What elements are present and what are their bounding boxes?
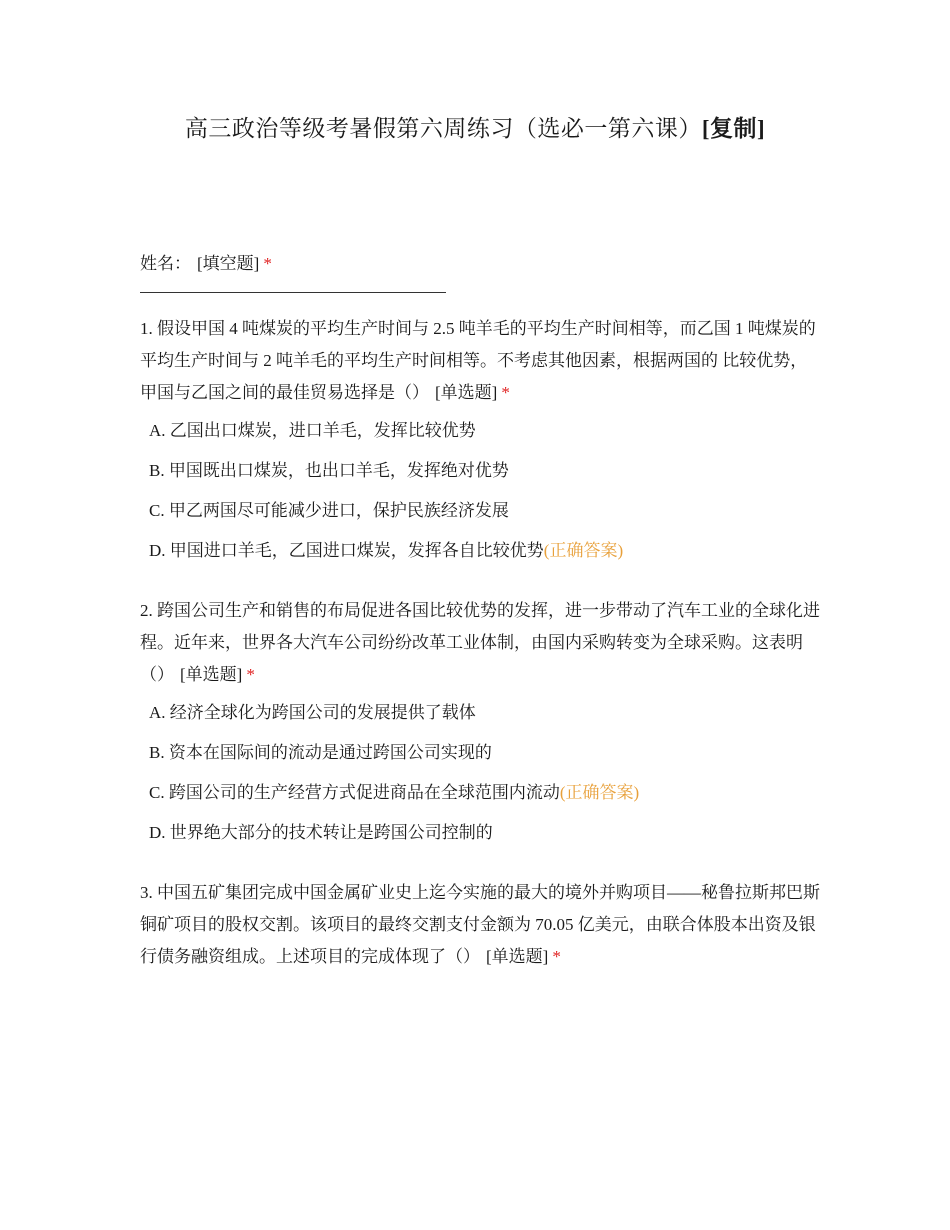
option-b[interactable] <box>140 733 820 773</box>
required-mark: * <box>552 947 561 966</box>
option-c[interactable] <box>140 773 820 813</box>
option-label: C. 甲乙两国尽可能减少进口，保护民族经济发展 <box>149 501 509 520</box>
required-mark: * <box>501 383 510 402</box>
option-label: D. 世界绝大部分的技术转让是跨国公司控制的 <box>149 823 493 842</box>
page-title-main: 高三政治等级考暑假第六周练习（选必一第六课） <box>184 116 702 141</box>
option-c[interactable] <box>140 491 820 531</box>
question-list <box>140 248 820 997</box>
option-list <box>140 693 820 853</box>
question-type-tag: [单选题] <box>180 665 243 684</box>
correct-answer-label: (正确答案) <box>543 541 624 560</box>
question-type-tag: [填空题] <box>197 254 260 273</box>
question-text <box>140 313 820 409</box>
question-text <box>140 595 820 691</box>
question-type-tag: [单选题] <box>486 947 549 966</box>
required-mark: * <box>263 254 272 273</box>
question-type-tag: [单选题] <box>435 383 498 402</box>
option-label: B. 甲国既出口煤炭，也出口羊毛，发挥绝对优势 <box>149 461 509 480</box>
question-stem: 3. 中国五矿集团完成中国金属矿业史上迄今实施的最大的境外并购项目——秘鲁拉斯邦巴斯铜矿项目的股权交割。该项目的最终交割支付金额为 70.05 亿美元，由联合体股本出资及银行债务融资组成。上述项目的完成体现了（） <box>140 883 820 966</box>
correct-answer-label: (正确答案) <box>559 783 640 802</box>
question-2 <box>140 595 820 853</box>
question-3 <box>140 877 820 973</box>
option-b[interactable] <box>140 451 820 491</box>
required-mark: * <box>246 665 255 684</box>
name-label: 姓名： <box>140 254 191 273</box>
option-label: B. 资本在国际间的流动是通过跨国公司实现的 <box>149 743 492 762</box>
option-label: D. 甲国进口羊毛，乙国进口煤炭，发挥各自比较优势 <box>149 541 544 560</box>
option-d[interactable] <box>140 531 820 571</box>
option-a[interactable] <box>140 693 820 733</box>
option-list <box>140 411 820 571</box>
option-d[interactable] <box>140 813 820 853</box>
name-blank-field[interactable] <box>140 292 446 293</box>
copy-tag: [复制] <box>701 116 766 141</box>
question-text <box>140 877 820 973</box>
question-1 <box>140 313 820 571</box>
option-a[interactable] <box>140 411 820 451</box>
option-label: C. 跨国公司的生产经营方式促进商品在全球范围内流动 <box>149 783 560 802</box>
option-label: A. 经济全球化为跨国公司的发展提供了载体 <box>149 703 476 722</box>
name-question <box>140 248 820 280</box>
question-stem: 2. 跨国公司生产和销售的布局促进各国比较优势的发挥，进一步带动了汽车工业的全球化进程。近年来，世界各大汽车公司纷纷改革工业体制，由国内采购转变为全球采购。这表明（） <box>140 601 820 684</box>
page-title <box>0 110 950 143</box>
option-label: A. 乙国出口煤炭，进口羊毛，发挥比较优势 <box>149 421 476 440</box>
question-stem: 1. 假设甲国 4 吨煤炭的平均生产时间与 2.5 吨羊毛的平均生产时间相等，而乙国 1 吨煤炭的平均生产时间与 2 吨羊毛的平均生产时间相等。不考虑其他因素，根据两国的 比较优势，甲国与乙国之间的最佳贸易选择是（） <box>140 319 816 402</box>
